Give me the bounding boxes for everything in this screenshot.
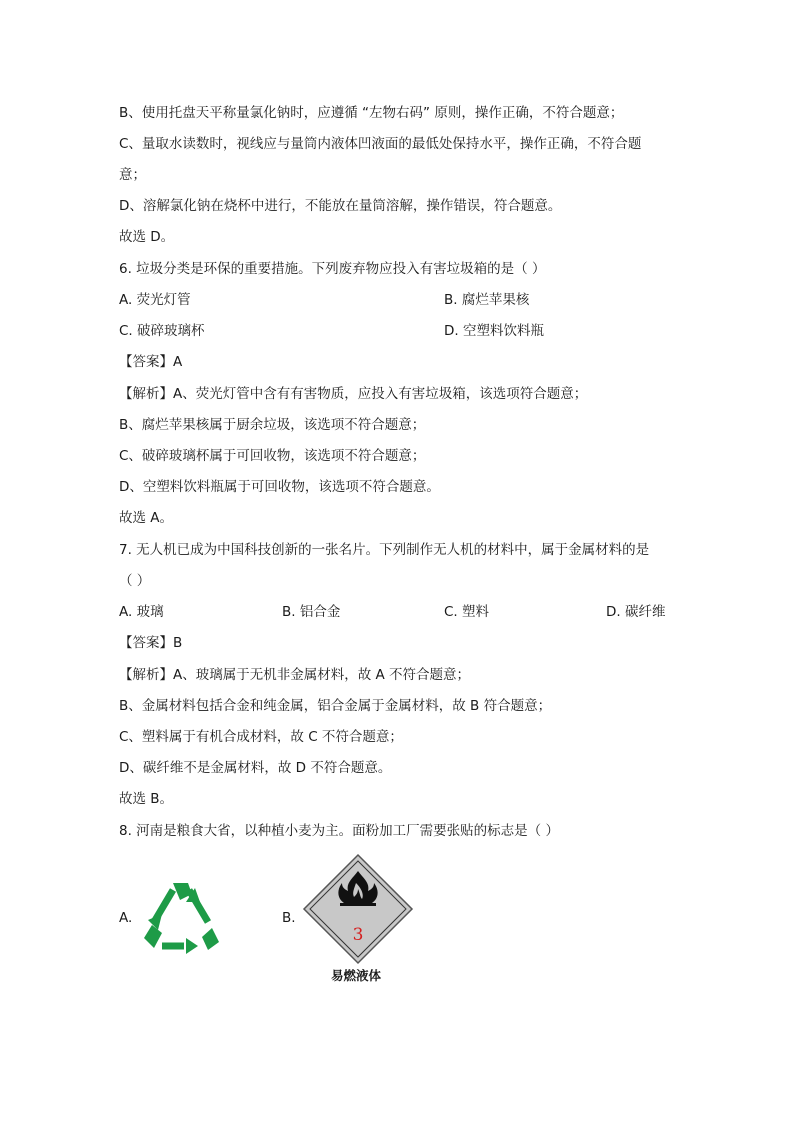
- sign-caption: 易燃液体: [331, 968, 382, 983]
- q5-option-b-analysis: B、使用托盘天平称量氯化钠时，应遵循 “左物右码” 原则，操作正确，不符合题意；: [119, 105, 624, 121]
- q6-choose: 故选 A。: [119, 510, 174, 526]
- q6-option-b: B. 腐烂苹果核: [444, 292, 530, 308]
- q7-choose: 故选 B。: [119, 791, 174, 807]
- q6-answer: 【答案】A: [119, 354, 183, 370]
- q6-option-c: C. 破碎玻璃杯: [119, 323, 205, 339]
- q6-analysis-d: D、空塑料饮料瓶属于可回收物，该选项不符合题意。: [119, 479, 440, 495]
- sign-class-number: 3: [352, 925, 364, 945]
- q6-analysis-c: C、破碎玻璃杯属于可回收物，该选项不符合题意；: [119, 448, 426, 464]
- q8-stem: 8. 河南是粮食大省，以种植小麦为主。面粉加工厂需要张贴的标志是（ ）: [119, 823, 559, 839]
- q5-option-c-analysis: C、量取水读数时，视线应与量筒内液体凹液面的最低处保持水平，操作正确，不符合题: [119, 136, 642, 152]
- q8-option-b-label: B.: [282, 910, 296, 926]
- q5-option-d-analysis: D、溶解氯化钠在烧杯中进行，不能放在量筒溶解，操作错误，符合题意。: [119, 198, 562, 214]
- recycle-icon: [140, 880, 222, 954]
- q7-analysis-b: B、金属材料包括合金和纯金属，铝合金属于金属材料，故 B 符合题意；: [119, 698, 552, 714]
- q7-option-b: B. 铝合金: [282, 604, 341, 620]
- q7-analysis-c: C、塑料属于有机合成材料，故 C 不符合题意；: [119, 729, 403, 745]
- q7-analysis-d: D、碳纤维不是金属材料，故 D 不符合题意。: [119, 760, 392, 776]
- q5-option-c-analysis-cont: 意；: [119, 167, 146, 183]
- q6-option-d: D. 空塑料饮料瓶: [444, 323, 544, 339]
- q7-analysis-a: 【解析】A、玻璃属于无机非金属材料，故 A 不符合题意；: [119, 667, 471, 683]
- q8-option-a-label: A.: [119, 910, 133, 926]
- q6-option-a: A. 荧光灯管: [119, 292, 191, 308]
- q7-option-c: C. 塑料: [444, 604, 490, 620]
- q7-option-d: D. 碳纤维: [606, 604, 666, 620]
- flammable-liquid-sign: [302, 853, 414, 965]
- q7-stem-bracket: （ ）: [119, 573, 151, 589]
- q6-analysis-a: 【解析】A、荧光灯管中含有有害物质，应投入有害垃圾箱，该选项符合题意；: [119, 386, 588, 402]
- q6-stem: 6. 垃圾分类是环保的重要措施。下列废弃物应投入有害垃圾箱的是（ ）: [119, 261, 546, 277]
- q7-option-a: A. 玻璃: [119, 604, 164, 620]
- q5-choose: 故选 D。: [119, 229, 175, 245]
- q6-analysis-b: B、腐烂苹果核属于厨余垃圾，该选项不符合题意；: [119, 417, 426, 433]
- q7-answer: 【答案】B: [119, 635, 183, 651]
- q7-stem: 7. 无人机已成为中国科技创新的一张名片。下列制作无人机的材料中，属于金属材料的是: [119, 542, 650, 558]
